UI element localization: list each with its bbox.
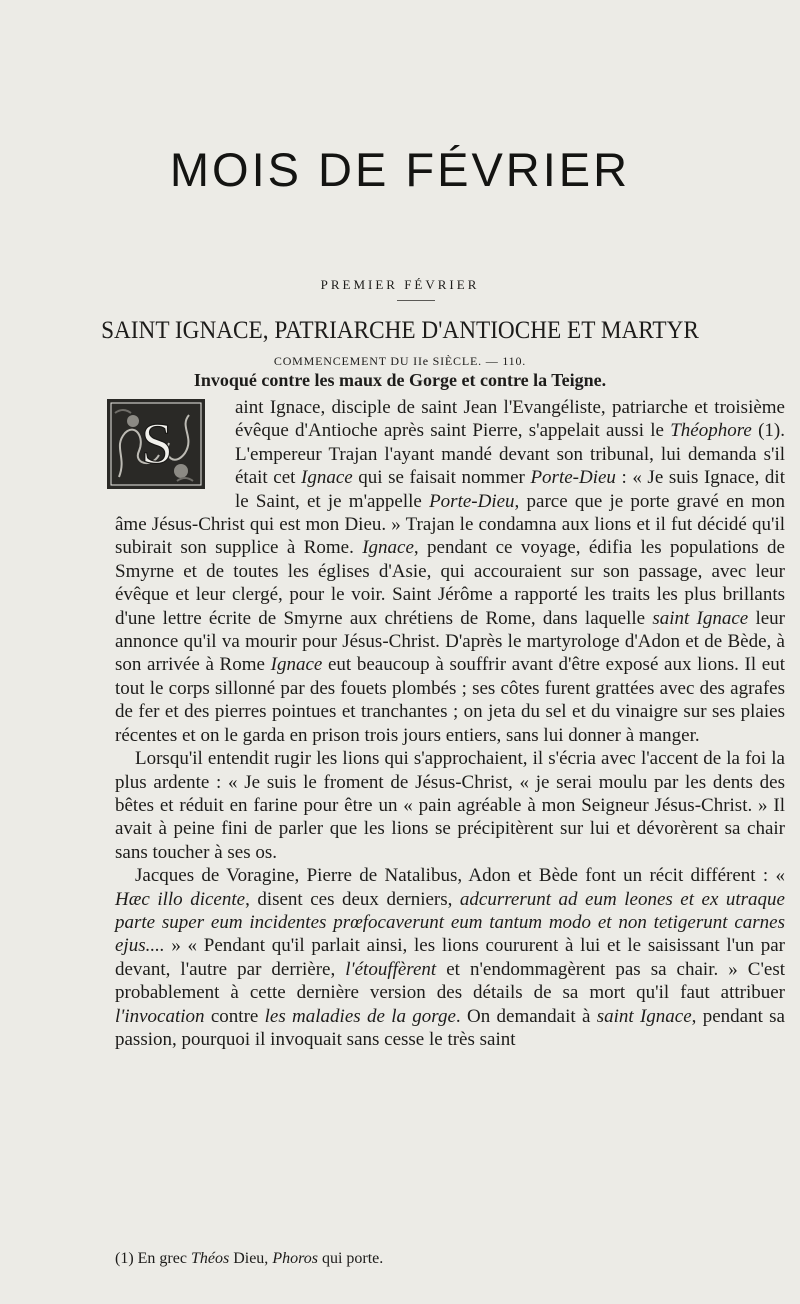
text-run: contre xyxy=(204,1005,265,1027)
text-run: Jacques de Voragine, Pierre de Natalibus, Adon et Bède font un récit différent : « xyxy=(135,865,785,887)
italic-run: l'invocation xyxy=(115,1005,205,1027)
text-run: Dieu, xyxy=(229,1250,273,1267)
italic-run: Porte-Dieu xyxy=(530,467,616,489)
italic-run: Théophore xyxy=(670,420,752,442)
italic-run: Ignace xyxy=(270,654,323,676)
separator-rule xyxy=(397,300,435,301)
text-run: (1). L'empereur Trajan l'ayant mandé devant son tribunal, lui demanda s'il était cet xyxy=(235,420,786,489)
italic-run: Porte-Dieu xyxy=(429,490,515,512)
text-run: qui se faisait nommer xyxy=(352,467,531,489)
italic-run: Phoros xyxy=(272,1250,318,1267)
paragraph xyxy=(115,747,785,864)
text-run: aint Ignace, disciple de saint Jean l'Evangéliste, patriarche et troisième évêque d'Antioche après saint Pierre, s'appelait aussi le xyxy=(235,397,785,442)
page-title: MOIS DE FÉVRIER xyxy=(169,143,631,196)
italic-run: saint Ignace xyxy=(652,607,749,629)
day-subtitle: PREMIER FÉVRIER xyxy=(320,277,480,292)
italic-run: saint Ignace xyxy=(596,1005,692,1027)
text-run: et n'endommagèrent pas sa chair. » C'est probablement à cette dernière version des détails de sa mort qu'il faut attribuer xyxy=(115,958,785,1004)
text-run: , pendant sa passion, pourquoi il invoquait sans cesse le très saint xyxy=(115,1005,785,1050)
paragraph xyxy=(115,864,785,1051)
date-line: COMMENCEMENT DU IIe SIÈCLE. — 110. xyxy=(273,354,527,368)
italic-run: adcurrerunt ad eum leones et ex utraque parte super eum incidentes prœfocaverunt eum tantum modo et non tetigerunt carnes ejus.... xyxy=(115,888,785,957)
text-run: , disent ces deux derniers, xyxy=(245,888,460,910)
drop-cap-ornament xyxy=(105,397,225,493)
body-text xyxy=(115,396,785,1051)
text-run: (1) En grec xyxy=(115,1250,191,1267)
ornamental-initial-icon xyxy=(105,397,225,493)
italic-run: Ignace xyxy=(362,537,414,559)
italic-run: l'étouffèrent xyxy=(345,958,437,980)
footnote xyxy=(115,1250,785,1268)
italic-run: Ignace xyxy=(301,467,353,489)
text-run: leur annonce qu'il va mourir pour Jésus-Christ. D'après le martyrologe d'Adon et de Bède, à son arrivée à Rome xyxy=(115,607,785,676)
text-run: , parce que je porte gravé en mon âme Jésus-Christ qui est mon Dieu. » Trajan le condamna aux lions et il fut décidé qu'il subirait son supplice à Rome. xyxy=(115,490,785,559)
invocation-line: Invoqué contre les maux de Gorge et contre la Teigne. xyxy=(193,370,607,390)
drop-cap-letter: S xyxy=(140,411,174,476)
italic-run: les maladies de la gorge xyxy=(264,1005,456,1027)
text-run: . On demandait à xyxy=(455,1005,597,1027)
text-run: , pendant ce voyage, édifia les populations de Smyrne et de toutes les églises d'Asie, qui accouraient sur son passage, avec leur évêque et leur clergé, pour le voir. Saint Jérôme a rapporté les traits les plus brillants d'une lettre écrite de Smyrne aux chrétiens de Rome, dans laquelle xyxy=(115,537,785,629)
text-run: » « Pendant qu'il parlait ainsi, les lions coururent à lui et le saisissant l'un par devant, l'autre par derrière, xyxy=(115,935,785,980)
text-run: qui porte. xyxy=(317,1250,384,1267)
chapter-heading: SAINT IGNACE, PATRIARCHE D'ANTIOCHE ET MARTYR xyxy=(101,317,699,344)
text-run: eut beaucoup à souffrir avant d'être exposé aux lions. Il eut tout le corps sillonné par des fouets plombés ; ses côtes furent grattées avec des agrafes de fer et des pierres pointues et tranchantes ; on jeta du sel et du vinaigre sur ses plaies récentes et on le garda en prison trois jours entiers, sans lui donner à manger. xyxy=(115,654,785,746)
italic-run: Théos xyxy=(190,1250,230,1267)
paragraphs xyxy=(115,396,785,1051)
text-run: Lorsqu'il entendit rugir les lions qui s'approchaient, il s'écria avec l'accent de la foi la plus ardente : « Je suis le froment de Jésus-Christ, « je serai moulu par les dents des bêtes et réduit en farine pour être un « pain agréable à mon Seigneur Jésus-Christ. » Il avait à peine fini de parler que les lions se précipitèrent sur lui et dévorèrent sa chair sans toucher à ses os. xyxy=(115,748,785,863)
text-run: : « Je suis Ignace, dit le Saint, et je m'appelle xyxy=(235,467,785,512)
italic-run: Hæc illo dicente xyxy=(115,888,246,910)
